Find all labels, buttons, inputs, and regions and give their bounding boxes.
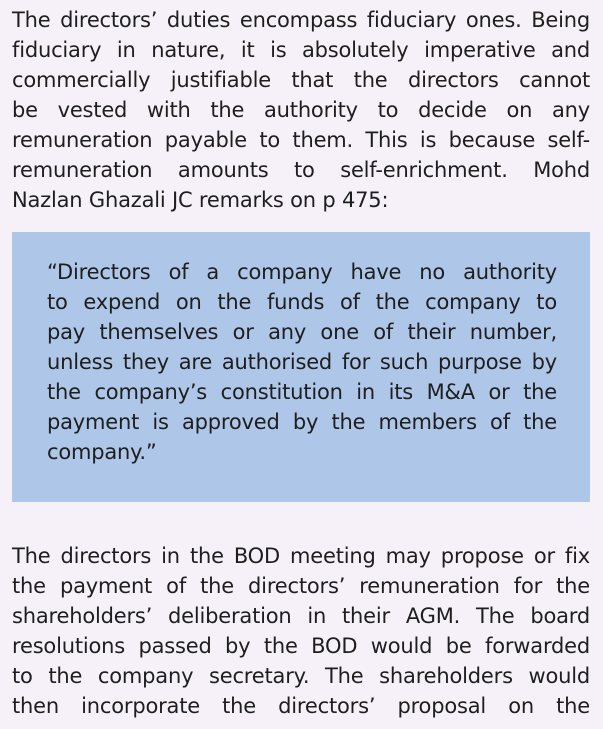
text-line: the payment of the directors’ remuneration for the bbox=[12, 574, 590, 598]
quote-line: the company’s constitution in its M&A or the bbox=[47, 380, 557, 404]
text-line: be vested with the authority to decide on any bbox=[12, 98, 590, 122]
text-line: to the company secretary. The shareholders would bbox=[12, 664, 590, 688]
paragraph-bod-meeting bbox=[12, 541, 590, 721]
text-line: resolutions passed by the BOD would be forwarded bbox=[12, 634, 590, 658]
quote-line: to expend on the funds of the company to bbox=[47, 290, 557, 314]
text-line: remuneration amounts to self-enrichment. Mohd bbox=[12, 158, 590, 182]
text-line: The directors’ duties encompass fiduciary ones. Being bbox=[12, 8, 590, 32]
quote-line: company.” bbox=[47, 440, 157, 464]
quote-line: unless they are authorised for such purpose by bbox=[47, 350, 557, 374]
paragraph-directors-duties bbox=[12, 5, 590, 215]
quote-box bbox=[12, 232, 590, 502]
quote-line: “Directors of a company have no authority bbox=[47, 260, 557, 284]
text-line: Nazlan Ghazali JC remarks on p 475: bbox=[12, 188, 389, 212]
text-line: fiduciary in nature, it is absolutely imperative and bbox=[12, 38, 590, 62]
text-line: remuneration payable to them. This is because self- bbox=[12, 128, 590, 152]
quote-line: payment is approved by the members of the bbox=[47, 410, 557, 434]
text-line: commercially justifiable that the directors cannot bbox=[12, 68, 590, 92]
text-line: shareholders’ deliberation in their AGM. The board bbox=[12, 604, 590, 628]
text-line: The directors in the BOD meeting may propose or fix bbox=[12, 544, 590, 568]
block-quote bbox=[47, 257, 557, 467]
quote-line: pay themselves or any one of their number, bbox=[47, 320, 557, 344]
text-line: then incorporate the directors’ proposal on the bbox=[12, 694, 590, 718]
